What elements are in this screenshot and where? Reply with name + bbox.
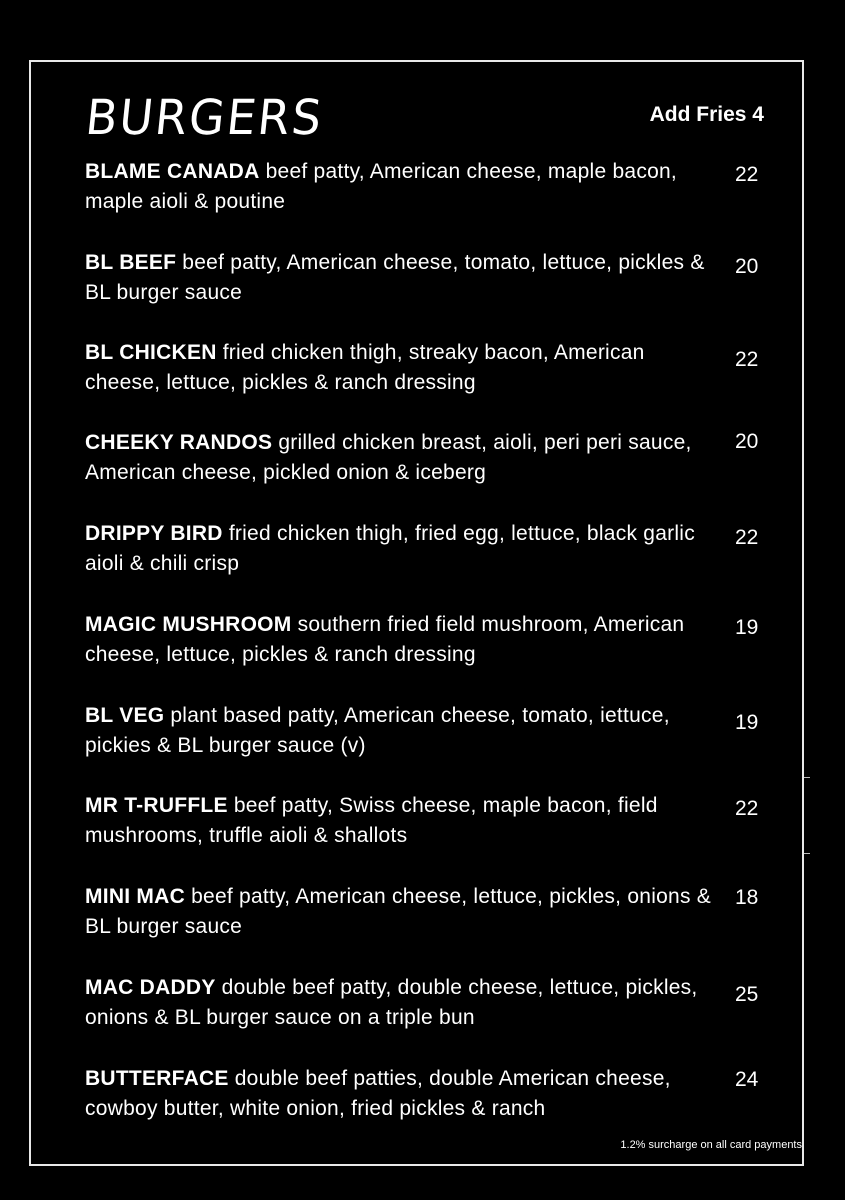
item-price: 22 [735,526,759,549]
item-description: beef patty, American cheese, maple bacon, maple aioli & poutine [85,160,678,213]
item-name: MAGIC MUSHROOM [85,613,292,636]
item-name: MR T-RUFFLE [85,794,228,817]
item-description: double beef patty, double cheese, lettuce, pickles, onions & BL burger sauce on a triple bun [85,976,698,1029]
item-description: beef patty, Swiss cheese, maple bacon, field mushrooms, truffle aioli & shallots [85,794,658,847]
menu-item [85,157,725,217]
menu-item [85,248,725,308]
surcharge-note: 1.2% surcharge on all card payments [620,1139,802,1151]
item-name: DRIPPY BIRD [85,522,223,545]
edge-mark [804,777,810,778]
item-description: fried chicken thigh, fried egg, lettuce, black garlic aioli & chili crisp [85,522,695,575]
item-price: 20 [735,255,759,278]
menu-item [85,610,725,670]
item-name: BUTTERFACE [85,1067,229,1090]
menu-item [85,338,725,398]
item-description: double beef patties, double American cheese, cowboy butter, white onion, fried pickles & ranch [85,1067,671,1120]
item-description: beef patty, American cheese, tomato, lettuce, pickles & BL burger sauce [85,251,705,304]
item-name: MINI MAC [85,885,185,908]
menu-title: BURGERS [83,88,327,146]
item-price: 22 [735,163,759,186]
item-price: 19 [735,616,759,639]
menu-item [85,701,725,761]
item-name: CHEEKY RANDOS [85,431,273,454]
item-price: 18 [735,886,759,909]
menu-item [85,791,725,851]
item-name: MAC DADDY [85,976,216,999]
item-description: grilled chicken breast, aioli, peri peri sauce, American cheese, pickled onion & iceberg [85,431,692,484]
item-description: fried chicken thigh, streaky bacon, American cheese, lettuce, pickles & ranch dressing [85,341,645,394]
item-price: 22 [735,348,759,371]
menu-item [85,1064,725,1124]
item-price: 24 [735,1068,759,1091]
item-price: 20 [735,430,759,453]
add-fries-note: Add Fries 4 [649,103,764,126]
edge-mark [804,853,810,854]
menu-item [85,973,725,1033]
item-name: BL CHICKEN [85,341,217,364]
item-description: southern fried field mushroom, American cheese, lettuce, pickles & ranch dressing [85,613,685,666]
item-name: BL VEG [85,704,165,727]
item-name: BLAME CANADA [85,160,260,183]
item-name: BL BEEF [85,251,177,274]
menu-item [85,428,725,488]
item-description: beef patty, American cheese, lettuce, pickles, onions & BL burger sauce [85,885,712,938]
item-price: 22 [735,797,759,820]
item-price: 19 [735,711,759,734]
menu-item [85,882,725,942]
item-price: 25 [735,983,759,1006]
item-description: plant based patty, American cheese, tomato, iettuce, pickies & BL burger sauce (v) [85,704,670,757]
menu-item [85,519,725,579]
